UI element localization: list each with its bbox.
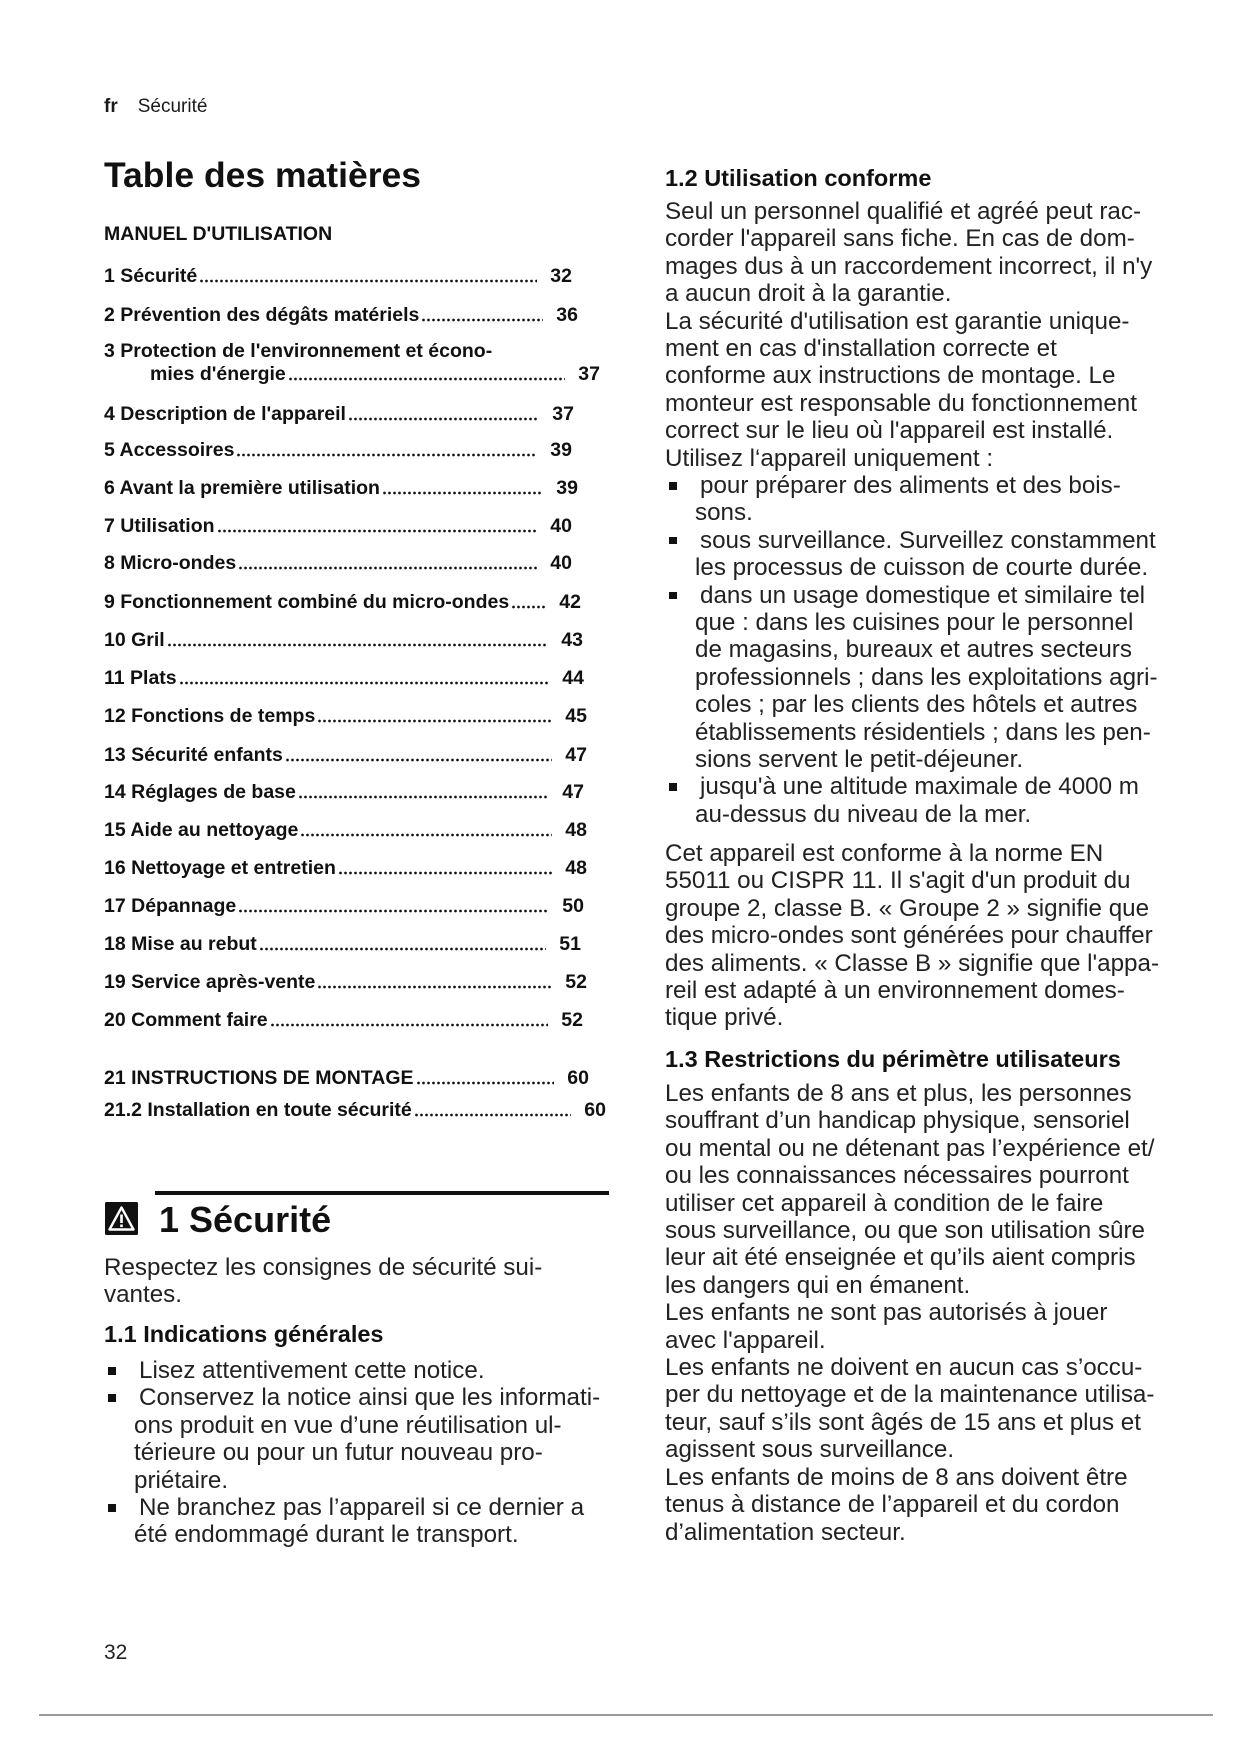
bullet-item: [104, 1384, 610, 1494]
text-line: Les enfants de 8 ans et plus, les personnes: [665, 1080, 1132, 1107]
toc-leader-dots: [382, 476, 543, 500]
toc-entry-montage: [104, 1098, 606, 1122]
toc-entry: [104, 970, 587, 994]
toc-entry-label: 2 Prévention des dégâts matériels: [104, 304, 420, 326]
toc-entry-label: 12 Fonctions de temps: [104, 705, 316, 727]
toc-entry: [104, 514, 572, 538]
toc-leader-dots: [259, 932, 546, 956]
section-heading-rule: [155, 1191, 609, 1195]
bullet-text-line: au-dessus du niveau de la mer.: [695, 800, 1032, 828]
toc-entry-page: 37: [578, 363, 600, 385]
running-header: [104, 95, 207, 119]
bullet-text-line: professionnels ; dans les exploitations agri-: [695, 663, 1158, 691]
bullet-text-line: sions servent le petit-déjeuner.: [695, 746, 1024, 774]
toc-entry-page: 36: [556, 304, 578, 326]
toc-entry-page: 32: [550, 265, 572, 287]
toc-leader-dots: [288, 362, 566, 386]
toc-leader-dots: [298, 780, 549, 804]
toc-leader-dots: [511, 590, 546, 614]
bullet-square-icon: [669, 482, 677, 490]
text-line: per du nettoyage et de la maintenance utilisa-: [665, 1381, 1155, 1409]
toc-manual-label: MANUEL D'UTILISATION: [104, 223, 333, 245]
bullet-text-line: sons.: [695, 499, 753, 527]
toc-entry-page: 40: [550, 552, 572, 574]
toc-entry-label: 10 Gril: [104, 629, 165, 651]
toc-entry-label: 3 Protection de l'environnement et écono-: [104, 340, 493, 362]
toc-leader-dots: [238, 551, 537, 575]
toc-entry: [104, 856, 587, 880]
text-line: avec l'appareil.: [665, 1326, 826, 1354]
bullet-square-icon: [669, 783, 677, 791]
bullet-text-line: pour préparer des aliments et des bois-: [700, 472, 1121, 499]
bullet-text-line: été endommagé durant le transport.: [134, 1521, 519, 1549]
text-line: tique privé.: [665, 1004, 784, 1032]
toc-entry-page: 42: [559, 591, 581, 613]
text-line: Utilisez l‘appareil uniquement :: [665, 444, 994, 472]
toc-entry-page: 51: [559, 933, 581, 955]
toc-entry-page: 39: [550, 439, 572, 461]
bullet-text-line: établissements résidentiels ; dans les pen-: [695, 718, 1151, 746]
toc-leader-dots: [416, 1066, 555, 1090]
toc-entry: [104, 780, 584, 804]
text-line: tenus à distance de l’appareil et du cordon: [665, 1491, 1120, 1519]
toc-entry: [104, 402, 574, 426]
toc-leader-dots: [317, 704, 552, 728]
toc-entry-page: 60: [567, 1067, 589, 1089]
running-header-section: Sécurité: [137, 96, 208, 117]
toc-leader-dots: [421, 303, 543, 327]
toc-entry-page: 60: [584, 1099, 606, 1121]
bullet-text-line: priétaire.: [134, 1466, 229, 1494]
bullet-text-line: Conservez la notice ainsi que les informati-: [139, 1384, 601, 1412]
bullet-text-line: que : dans les cuisines pour le personnel: [695, 609, 1134, 637]
bullet-text-line: coles ; par les clients des hôtels et autres: [695, 691, 1138, 719]
bullet-square-icon: [108, 1394, 116, 1402]
toc-entry-label: 8 Micro-ondes: [104, 552, 237, 574]
bullet-text-line: Ne branchez pas l’appareil si ce dernier a: [139, 1494, 585, 1522]
toc-entry: [104, 264, 572, 288]
text-line: Cet appareil est conforme à la norme EN: [665, 840, 1104, 867]
text-line: a aucun droit à la garantie.: [665, 280, 952, 308]
bullet-text-line: jusqu'à une altitude maximale de 4000 m: [700, 773, 1139, 801]
toc-entry-label: 18 Mise au rebut: [104, 933, 257, 955]
toc-entry-page: 52: [561, 1009, 583, 1031]
toc-entry-label: 16 Nettoyage et entretien: [104, 857, 336, 879]
toc-entry: [104, 743, 587, 767]
text-line: Les enfants ne doivent en aucun cas s’occu-: [665, 1354, 1143, 1382]
section-title: 1 Sécurité: [159, 1199, 332, 1240]
toc-entry-label: 11 Plats: [104, 667, 177, 689]
toc-leader-dots: [179, 666, 550, 690]
toc-entry: [104, 438, 572, 462]
toc-leader-dots: [217, 514, 538, 538]
toc-entry-label: 21 INSTRUCTIONS DE MONTAGE: [104, 1067, 414, 1089]
toc-entry-montage: [104, 1066, 589, 1090]
toc-entry-page: 48: [565, 819, 587, 841]
text-line: corder l'appareil sans fiche. En cas de dom-: [665, 225, 1135, 253]
page-number: 32: [104, 1641, 128, 1664]
toc-entry-page: 37: [552, 403, 574, 425]
toc-leader-dots: [300, 818, 552, 842]
toc-entry-page: 39: [556, 477, 578, 499]
subsection-heading-restrictions: 1.3 Restrictions du périmètre utilisateurs: [665, 1046, 1121, 1072]
toc-leader-dots: [236, 438, 537, 462]
toc-entry-label: 7 Utilisation: [104, 515, 215, 537]
toc-entry-label: 13 Sécurité enfants: [104, 744, 283, 766]
text-line: monteur est responsable du fonctionnement: [665, 389, 1137, 417]
text-line: Les enfants de moins de 8 ans doivent être: [665, 1463, 1128, 1491]
text-line: 55011 ou CISPR 11. Il s'agit d'un produit du: [665, 867, 1131, 895]
bullet-text-line: ons produit en vue d’une réutilisation ul-: [134, 1411, 562, 1439]
toc-entry-page: 52: [565, 971, 587, 993]
toc-entry: [104, 628, 583, 652]
bottom-rule: [39, 1714, 1213, 1716]
toc-entry-label: 19 Service après-vente: [104, 971, 316, 993]
text-line: d’alimentation secteur.: [665, 1518, 906, 1546]
text-line: ou mental ou ne détenant pas l’expérience et/: [665, 1134, 1155, 1162]
toc-entry: [104, 894, 584, 918]
bullet-item: [665, 527, 1185, 582]
toc-entry-label: 1 Sécurité: [104, 265, 198, 287]
text-line: reil est adapté à un environnement domes-: [665, 977, 1125, 1005]
toc-entry-label: 4 Description de l'appareil: [104, 403, 346, 425]
toc-leader-dots: [238, 894, 549, 918]
toc-entry: [104, 590, 581, 614]
text-line: agissent sous surveillance.: [665, 1436, 955, 1464]
text-line: teur, sauf s’ils sont âgés de 15 ans et plus et: [665, 1408, 1141, 1436]
toc-entry-label: 20 Comment faire: [104, 1009, 268, 1031]
toc-entry-page: 40: [550, 515, 572, 537]
bullet-text-line: sous surveillance. Surveillez constamment: [700, 526, 1156, 554]
indications-bullet-list: [104, 1357, 610, 1549]
text-line: mages dus à un raccordement incorrect, il n'y: [665, 252, 1153, 280]
text-line: ou les connaissances nécessaires pourront: [665, 1162, 1129, 1190]
toc-entry-label: 15 Aide au nettoyage: [104, 819, 299, 841]
toc-leader-dots: [348, 402, 539, 426]
subsection-heading-indications: 1.1 Indications générales: [104, 1321, 384, 1347]
text-line: La sécurité d'utilisation est garantie unique-: [665, 307, 1130, 335]
utilisation-bullet-list: [665, 472, 1185, 828]
text-line: groupe 2, classe B. « Groupe 2 » signifie que: [665, 894, 1150, 922]
section-intro-paragraph: [104, 1254, 610, 1309]
bullet-square-icon: [108, 1504, 116, 1512]
toc-leader-dots: [414, 1098, 572, 1122]
utilisation-intro-paragraph: [665, 198, 1185, 472]
bullet-item: [665, 773, 1185, 828]
bullet-item: [665, 472, 1185, 527]
toc-entry: [104, 551, 572, 575]
language-code: fr: [104, 96, 118, 117]
toc-entry: [104, 932, 581, 956]
bullet-square-icon: [669, 592, 677, 600]
text-line: Les enfants ne sont pas autorisés à jouer: [665, 1299, 1108, 1327]
text-line: souffrant d’un handicap physique, sensoriel: [665, 1107, 1130, 1135]
toc-entry-page: 44: [562, 667, 584, 689]
text-line: leur ait été enseignée et qu’ils aient compris: [665, 1244, 1136, 1272]
text-line: correct sur le lieu où l'appareil est installé.: [665, 417, 1114, 445]
toc-leader-dots: [317, 970, 552, 994]
norm-paragraph: [665, 840, 1185, 1032]
toc-entry-page: 48: [565, 857, 587, 879]
toc-leader-dots: [199, 264, 537, 288]
toc-entry-continuation: [104, 362, 600, 386]
restrictions-paragraph: [665, 1080, 1185, 1546]
bullet-text-line: Lisez attentivement cette notice.: [139, 1357, 485, 1384]
toc-entry-page: 50: [562, 895, 584, 917]
toc-entry: [104, 666, 584, 690]
toc-leader-dots: [167, 628, 549, 652]
toc-entry-label: 21.2 Installation en toute sécurité: [104, 1099, 412, 1121]
bullet-text-line: térieure ou pour un futur nouveau pro-: [134, 1439, 543, 1467]
toc-entry-label-continued: mies d'énergie: [150, 363, 286, 385]
bullet-text-line: de magasins, bureaux et autres secteurs: [695, 636, 1132, 664]
toc-entry-label: 17 Dépannage: [104, 895, 237, 917]
bullet-item: [665, 582, 1185, 774]
toc-entry: [104, 476, 578, 500]
bullet-square-icon: [669, 537, 677, 545]
warning-triangle-icon: [105, 1202, 138, 1235]
toc-entry: [104, 818, 587, 842]
toc-entry-label: 6 Avant la première utilisation: [104, 477, 380, 499]
text-line: des micro-ondes sont générées pour chauffer: [665, 922, 1153, 950]
text-line: Respectez les consignes de sécurité sui-: [104, 1254, 543, 1281]
text-line: utiliser cet appareil à condition de le faire: [665, 1189, 1104, 1217]
toc-entry-label: 5 Accessoires: [104, 439, 235, 461]
text-line: sous surveillance, ou que son utilisation sûre: [665, 1217, 1145, 1245]
text-line: conforme aux instructions de montage. Le: [665, 362, 1116, 390]
toc-entry: [104, 303, 578, 327]
bullet-text-line: les processus de cuisson de courte durée.: [695, 554, 1149, 582]
toc-title: Table des matières: [104, 155, 422, 195]
toc-leader-dots: [270, 1008, 549, 1032]
toc-entry-label: 9 Fonctionnement combiné du micro-ondes: [104, 591, 510, 613]
text-line: des aliments. « Classe B » signifie que l'appa-: [665, 949, 1160, 977]
bullet-item: [104, 1357, 610, 1384]
toc-leader-dots: [338, 856, 552, 880]
toc-leader-dots: [285, 743, 552, 767]
text-line: vantes.: [104, 1281, 182, 1309]
toc-entry: [104, 704, 587, 728]
text-line: les dangers qui en émanent.: [665, 1271, 971, 1299]
bullet-square-icon: [108, 1367, 116, 1375]
text-line: Seul un personnel qualifié et agréé peut rac-: [665, 198, 1142, 225]
toc-entry: [104, 1008, 583, 1032]
bullet-text-line: dans un usage domestique et similaire tel: [700, 581, 1146, 609]
toc-entry: [104, 340, 600, 386]
warning-triangle-icon-graphic: [105, 1202, 138, 1235]
text-line: ment en cas d'installation correcte et: [665, 335, 1057, 363]
toc-entry-page: 43: [561, 629, 583, 651]
bullet-item: [104, 1494, 610, 1549]
toc-entry-label: 14 Réglages de base: [104, 781, 296, 803]
toc-entry-page: 45: [565, 705, 587, 727]
toc-entry-page: 47: [565, 744, 587, 766]
subsection-heading-utilisation: 1.2 Utilisation conforme: [665, 165, 932, 191]
toc-entry-page: 47: [562, 781, 584, 803]
